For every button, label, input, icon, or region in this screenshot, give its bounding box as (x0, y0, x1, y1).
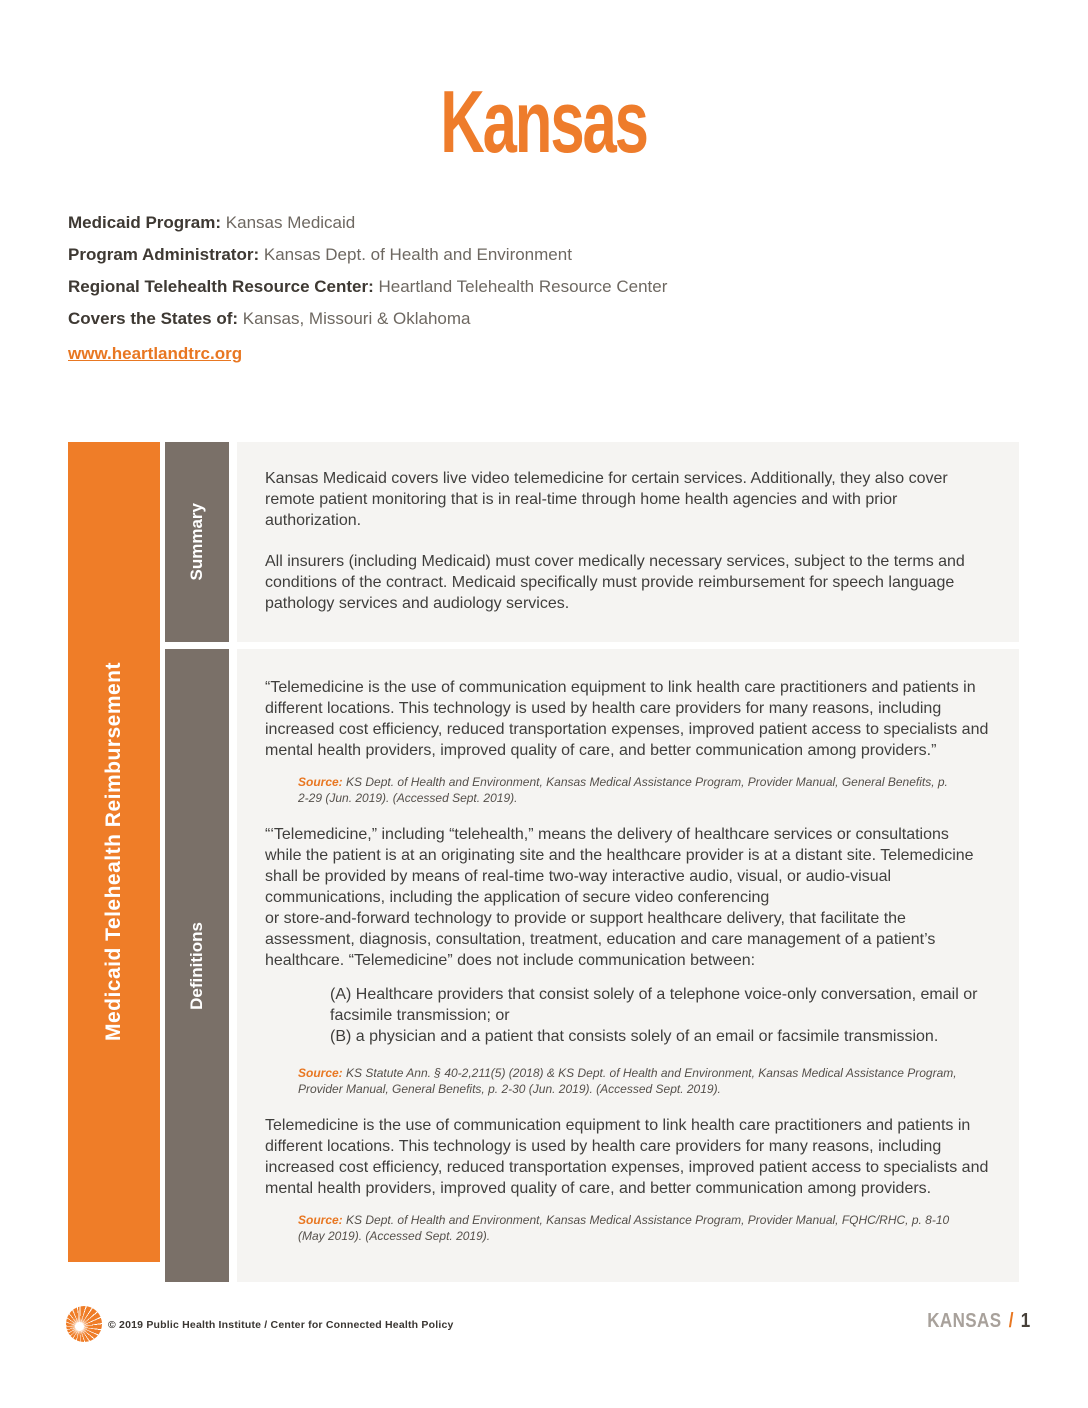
summary-panel (237, 442, 1019, 642)
source-text: KS Statute Ann. § 40-2,211(5) (2018) & KS Dept. of Health and Environment, Kansas Medical Assistance Program, Provider Manual, General Benefits, p. 2-30 (Jun. 2019). (Accessed Sept. 2019). (298, 1066, 957, 1096)
footer-copyright: © 2019 Public Health Institute / Center for Connected Health Policy (108, 1319, 454, 1331)
info-field-value: Kansas Dept. of Health and Environment (263, 245, 572, 264)
info-row-covered-states (68, 310, 968, 328)
phi-sunburst-logo-icon (66, 1306, 102, 1342)
page-title-text: Kansas (440, 72, 648, 171)
sections-column (165, 442, 1019, 1262)
definitions-paragraph: Telemedicine is the use of communication equipment to link health care practitioners and patients in different locations. This technology is used by health care providers for many reasons, including increased cost efficiency, reduced transportation expenses, improved patient access to specialists and mental health providers, improved quality of care, and better communication among providers. (265, 1117, 989, 1197)
summary-tab-label: Summary (187, 503, 206, 581)
info-field-label: Medicaid Program: (68, 213, 222, 232)
summary-paragraph: All insurers (including Medicaid) must cover medically necessary services, subject to the terms and conditions of the contract. Medicaid specifically must provide reimbursement for speech language pathology services and audiology services. (265, 553, 965, 612)
definitions-tab (165, 649, 229, 1282)
info-row-medicaid-program (68, 214, 968, 232)
program-info-block (68, 214, 968, 364)
source-label: Source: (298, 775, 343, 789)
footer-page-number: 1 (1020, 1310, 1030, 1332)
info-field-label: Regional Telehealth Resource Center: (68, 277, 374, 296)
source-note (298, 1065, 958, 1097)
info-field-label: Program Administrator: (68, 245, 260, 264)
source-text: KS Dept. of Health and Environment, Kansas Medical Assistance Program, Provider Manual, General Benefits, p. 2-29 (Jun. 2019). (Accessed Sept. 2019). (298, 775, 948, 805)
summary-paragraph: Kansas Medicaid covers live video telemedicine for certain services. Additionally, they also cover remote patient monitoring that is in real-time through home health agencies and with prior authorization. (265, 470, 948, 529)
definitions-paragraph (265, 824, 989, 971)
source-note (298, 1212, 958, 1244)
footer-state-label: KANSAS (926, 1310, 1002, 1332)
info-row-program-administrator (68, 246, 968, 264)
source-label: Source: (298, 1066, 343, 1080)
summary-section (165, 442, 1019, 642)
medicaid-reimbursement-block (68, 442, 1019, 1262)
definition-item-b: (B) a physician and a patient that consists solely of an email or facsimile transmission. (330, 1028, 939, 1045)
info-field-value: Kansas, Missouri & Oklahoma (242, 309, 471, 328)
definitions-tab-label: Definitions (187, 921, 206, 1010)
source-label: Source: (298, 1213, 343, 1227)
info-field-label: Covers the States of: (68, 309, 239, 328)
medicaid-telehealth-reimbursement-bar (68, 442, 160, 1262)
info-row-regional-trc (68, 278, 968, 296)
definitions-paragraph-line: or store-and-forward technology to provide or support healthcare delivery, that facilitate the assessment, diagnosis, consultation, treatment, education and care management of a patient’s healthcare. “Telemedicine” does not include communication between: (265, 910, 936, 969)
summary-tab (165, 442, 229, 642)
footer-page-separator: / (1008, 1310, 1014, 1332)
source-note (298, 774, 958, 806)
medicaid-telehealth-reimbursement-label: Medicaid Telehealth Reimbursement (102, 662, 125, 1042)
info-field-value: Heartland Telehealth Resource Center (378, 277, 668, 296)
page-title (0, 72, 1088, 171)
info-field-value: Kansas Medicaid (225, 213, 356, 232)
definition-items (330, 984, 989, 1047)
definitions-paragraph: “Telemedicine is the use of communication equipment to link health care practitioners and patients in different locations. This technology is used by health care providers for many reasons, including increased cost efficiency, reduced transportation expenses, improved patient access to specialists and mental health providers, improved quality of care, and better communication among providers.” (265, 679, 989, 759)
source-text: KS Dept. of Health and Environment, Kansas Medical Assistance Program, Provider Manual, FQHC/RHC, p. 8-10 (May 2019). (Accessed Sept. 2019). (298, 1213, 950, 1243)
definitions-panel (237, 649, 1019, 1282)
definitions-section (165, 649, 1019, 1282)
heartlandtrc-link[interactable]: www.heartlandtrc.org (68, 344, 243, 363)
definition-item-a: (A) Healthcare providers that consist solely of a telephone voice-only conversation, email or facsimile transmission; or (330, 986, 978, 1024)
footer-page-ref (927, 1310, 1030, 1333)
definitions-paragraph-line: “‘Telemedicine,” including “telehealth,” means the delivery of healthcare services or consultations while the patient is at an originating site and the healthcare provider is at a distant site. Telemedicine shall be provided by means of real-time two-way interactive audio, visual, or audio-visual communications, including the application of secure video conferencing (265, 826, 974, 906)
